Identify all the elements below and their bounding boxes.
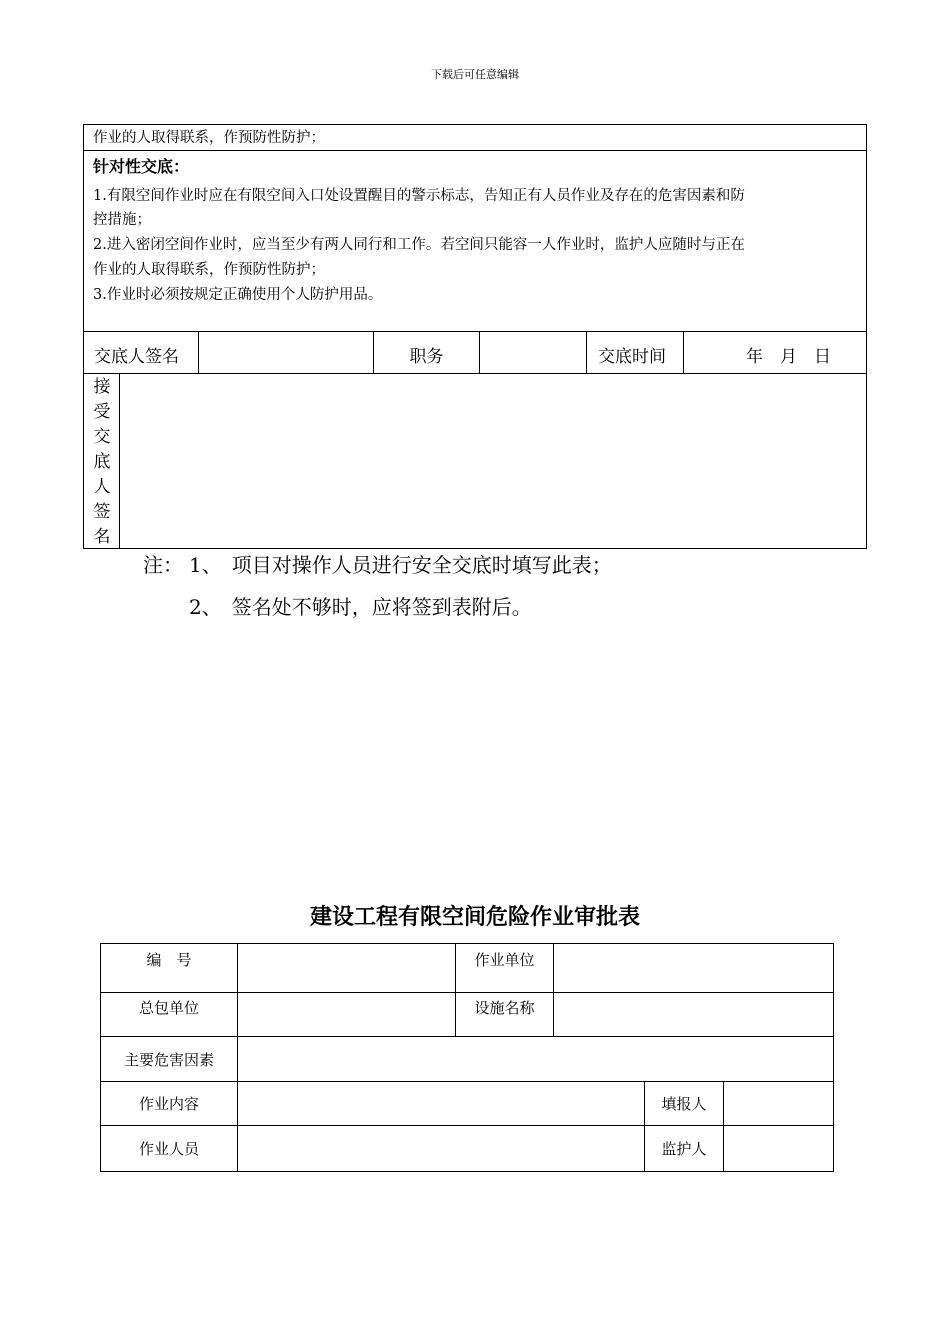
work-unit-label: 作业单位	[474, 951, 535, 969]
receiver-label-vertical	[92, 375, 112, 550]
receiver-signature-field[interactable]	[119, 373, 867, 549]
workers-label-cell	[100, 1125, 238, 1172]
disclosure-item-line: 作业的人取得联系，作预防性防护；	[93, 262, 325, 278]
guardian-label: 监护人	[661, 1140, 707, 1158]
note-line-1: 1、 项目对操作人员进行安全交底时填写此表；	[189, 553, 612, 577]
section-title: 针对性交底：	[93, 157, 190, 176]
workers-label: 作业人员	[138, 1140, 199, 1158]
reporter-field[interactable]	[723, 1081, 834, 1126]
targeted-disclosure-section	[83, 150, 867, 332]
guardian-field[interactable]	[723, 1125, 834, 1172]
receiver-label-char: 接	[93, 377, 111, 397]
receiver-label-char: 签	[93, 502, 111, 522]
date-placeholder: 年 月 日	[746, 347, 831, 367]
general-contractor-label-cell	[100, 992, 238, 1037]
signer-label-cell	[83, 331, 199, 374]
workers-field[interactable]	[237, 1125, 645, 1172]
receiver-label-cell	[83, 373, 120, 549]
work-content-label: 作业内容	[138, 1095, 199, 1113]
note-line-2: 2、 签名处不够时，应将签到表附后。	[189, 595, 532, 619]
facility-name-label-cell	[455, 992, 554, 1037]
carry-over-row	[83, 124, 867, 151]
number-label-cell	[100, 943, 238, 993]
time-label-cell	[586, 331, 684, 374]
position-label-cell	[373, 331, 480, 374]
receiver-label-char: 人	[93, 477, 111, 497]
number-label: 编 号	[146, 951, 192, 969]
approval-form-title: 建设工程有限空间危险作业审批表	[309, 905, 640, 930]
date-field[interactable]	[683, 331, 867, 374]
guardian-label-cell	[644, 1125, 724, 1172]
time-label: 交底时间	[598, 347, 666, 367]
page-header-note: 下载后可任意编辑	[431, 68, 519, 81]
work-content-label-cell	[100, 1081, 238, 1126]
disclosure-item-line: 1.有限空间作业时应在有限空间入口处设置醒目的警示标志，告知正有人员作业及存在的危害因素和防	[93, 188, 745, 204]
receiver-label-char: 交	[93, 427, 111, 447]
main-hazards-label: 主要危害因素	[123, 1051, 214, 1069]
facility-name-label: 设施名称	[474, 999, 535, 1017]
work-unit-label-cell	[455, 943, 554, 993]
main-hazards-field[interactable]	[237, 1036, 834, 1082]
disclosure-item-line: 2.进入密闭空间作业时，应当至少有两人同行和工作。若空间只能容一人作业时，监护人应随时与正在	[93, 237, 745, 253]
main-hazards-label-cell	[100, 1036, 238, 1082]
reporter-label-cell	[644, 1081, 724, 1126]
receiver-label-char: 名	[93, 527, 111, 547]
position-field[interactable]	[479, 331, 587, 374]
signer-field[interactable]	[198, 331, 374, 374]
receiver-label-char: 底	[93, 452, 111, 472]
facility-name-field[interactable]	[553, 992, 834, 1037]
disclosure-item-line: 3.作业时必须按规定正确使用个人防护用品。	[93, 287, 383, 303]
disclosure-item-line: 控措施；	[93, 212, 151, 228]
general-contractor-field[interactable]	[237, 992, 456, 1037]
carry-over-text: 作业的人取得联系，作预防性防护；	[93, 130, 325, 146]
notes-prefix: 注：	[143, 553, 183, 577]
position-label: 职务	[409, 347, 444, 367]
receiver-label-char: 受	[93, 402, 111, 422]
work-unit-field[interactable]	[553, 943, 834, 993]
signer-label: 交底人签名	[94, 347, 179, 367]
work-content-field[interactable]	[237, 1081, 645, 1126]
number-field[interactable]	[237, 943, 456, 993]
general-contractor-label: 总包单位	[138, 999, 199, 1017]
reporter-label: 填报人	[661, 1095, 707, 1113]
